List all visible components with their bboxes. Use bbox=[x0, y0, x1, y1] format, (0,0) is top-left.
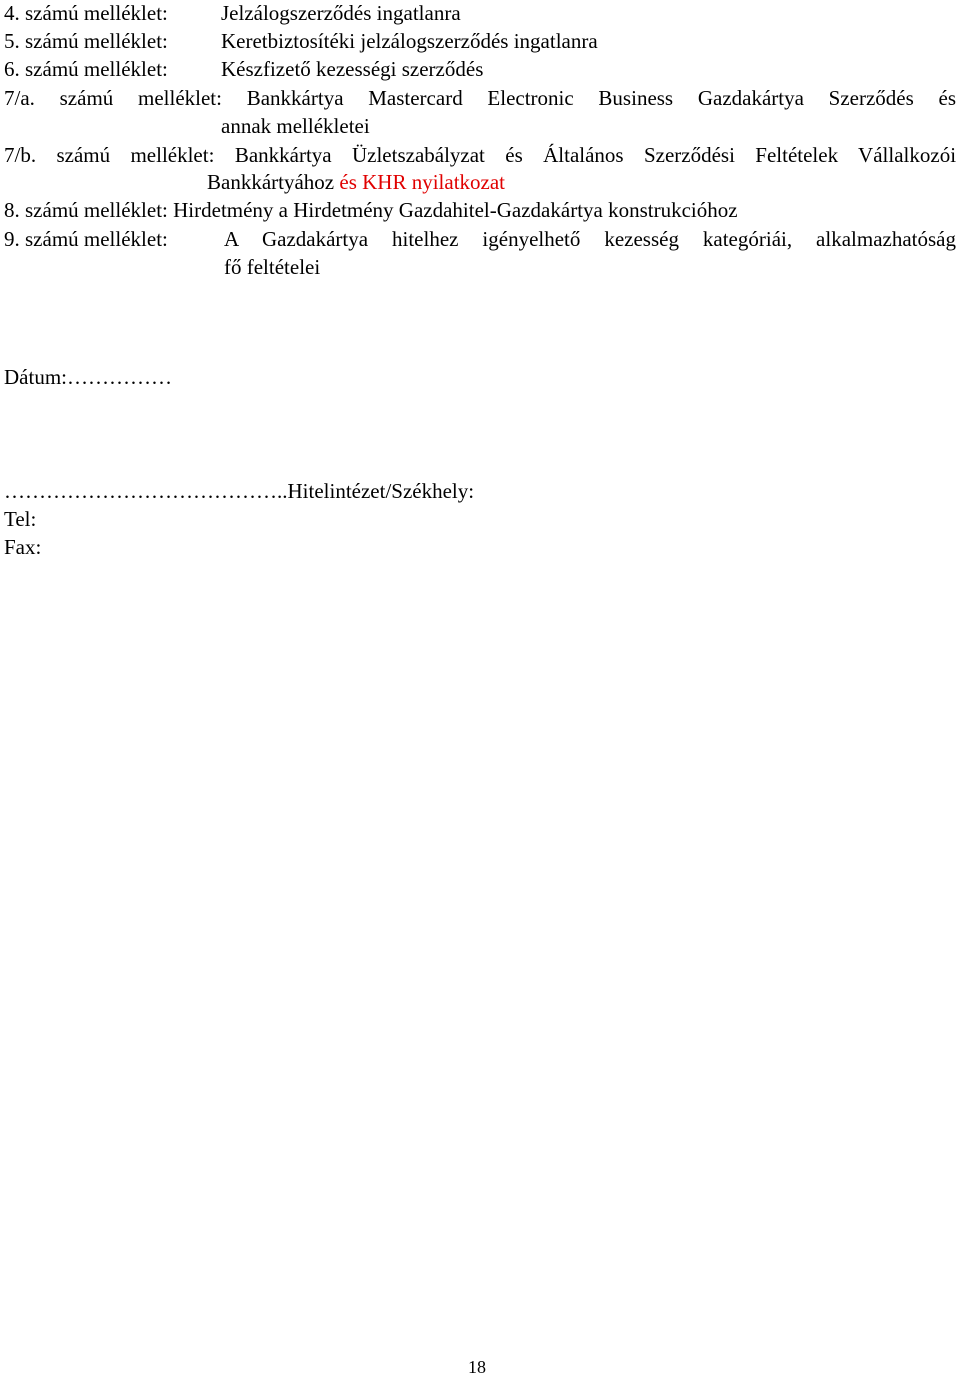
annex-item-9 bbox=[4, 226, 168, 252]
annex-title: Bankkártya Üzletszabályzat és Általános Szerződési Feltételek Vállalkozói bbox=[234, 143, 957, 167]
annex-title: Hirdetmény a Hirdetmény Gazdahitel-Gazdakártya konstrukcióhoz bbox=[173, 198, 738, 222]
annex-label: 8. számú melléklet: bbox=[4, 198, 168, 222]
date-line: Dátum:…………… bbox=[4, 365, 172, 389]
annex-label: 6. számú melléklet: bbox=[4, 57, 168, 81]
annex-title-continuation: fő feltételei bbox=[224, 255, 321, 279]
annex-label: 4. számú melléklet: bbox=[4, 1, 168, 25]
annex-item-7a bbox=[4, 85, 956, 111]
annex-label: 9. számú melléklet: bbox=[4, 227, 168, 251]
annex-item-7b bbox=[4, 142, 956, 168]
institution-line: …………………………………..Hitelintézet/Székhely: bbox=[4, 479, 475, 503]
annex-label: 5. számú melléklet: bbox=[4, 29, 168, 53]
annex-item-8 bbox=[4, 197, 738, 223]
annex-title-cont-text: Bankkártyához bbox=[207, 170, 335, 194]
annex-title: Keretbiztosítéki jelzálogszerződés ingatlanra bbox=[221, 29, 598, 53]
fax-label: Fax: bbox=[4, 535, 42, 559]
annex-title: Bankkártya Mastercard Electronic Business Gazdakártya Szerződés és bbox=[246, 86, 957, 110]
annex-label: 7/a. számú melléklet: bbox=[4, 86, 222, 110]
annex-item-6 bbox=[4, 56, 168, 82]
annex-title: A Gazdakártya hitelhez igényelhető kezesség kategóriái, alkalmazhatóság bbox=[224, 227, 956, 251]
annex-item-4 bbox=[4, 0, 168, 26]
annex-title: Készfizető kezességi szerződés bbox=[221, 57, 484, 81]
tel-label: Tel: bbox=[4, 507, 37, 531]
annex-title-continuation: annak mellékletei bbox=[221, 114, 370, 138]
annex-title-continuation bbox=[207, 169, 505, 195]
annex-label: 7/b. számú melléklet: bbox=[4, 143, 215, 167]
annex-title: Jelzálogszerződés ingatlanra bbox=[221, 1, 461, 25]
annex-item-5 bbox=[4, 28, 168, 54]
annex-title-cont-red-text: és KHR nyilatkozat bbox=[339, 170, 506, 194]
page-number: 18 bbox=[468, 1357, 486, 1377]
